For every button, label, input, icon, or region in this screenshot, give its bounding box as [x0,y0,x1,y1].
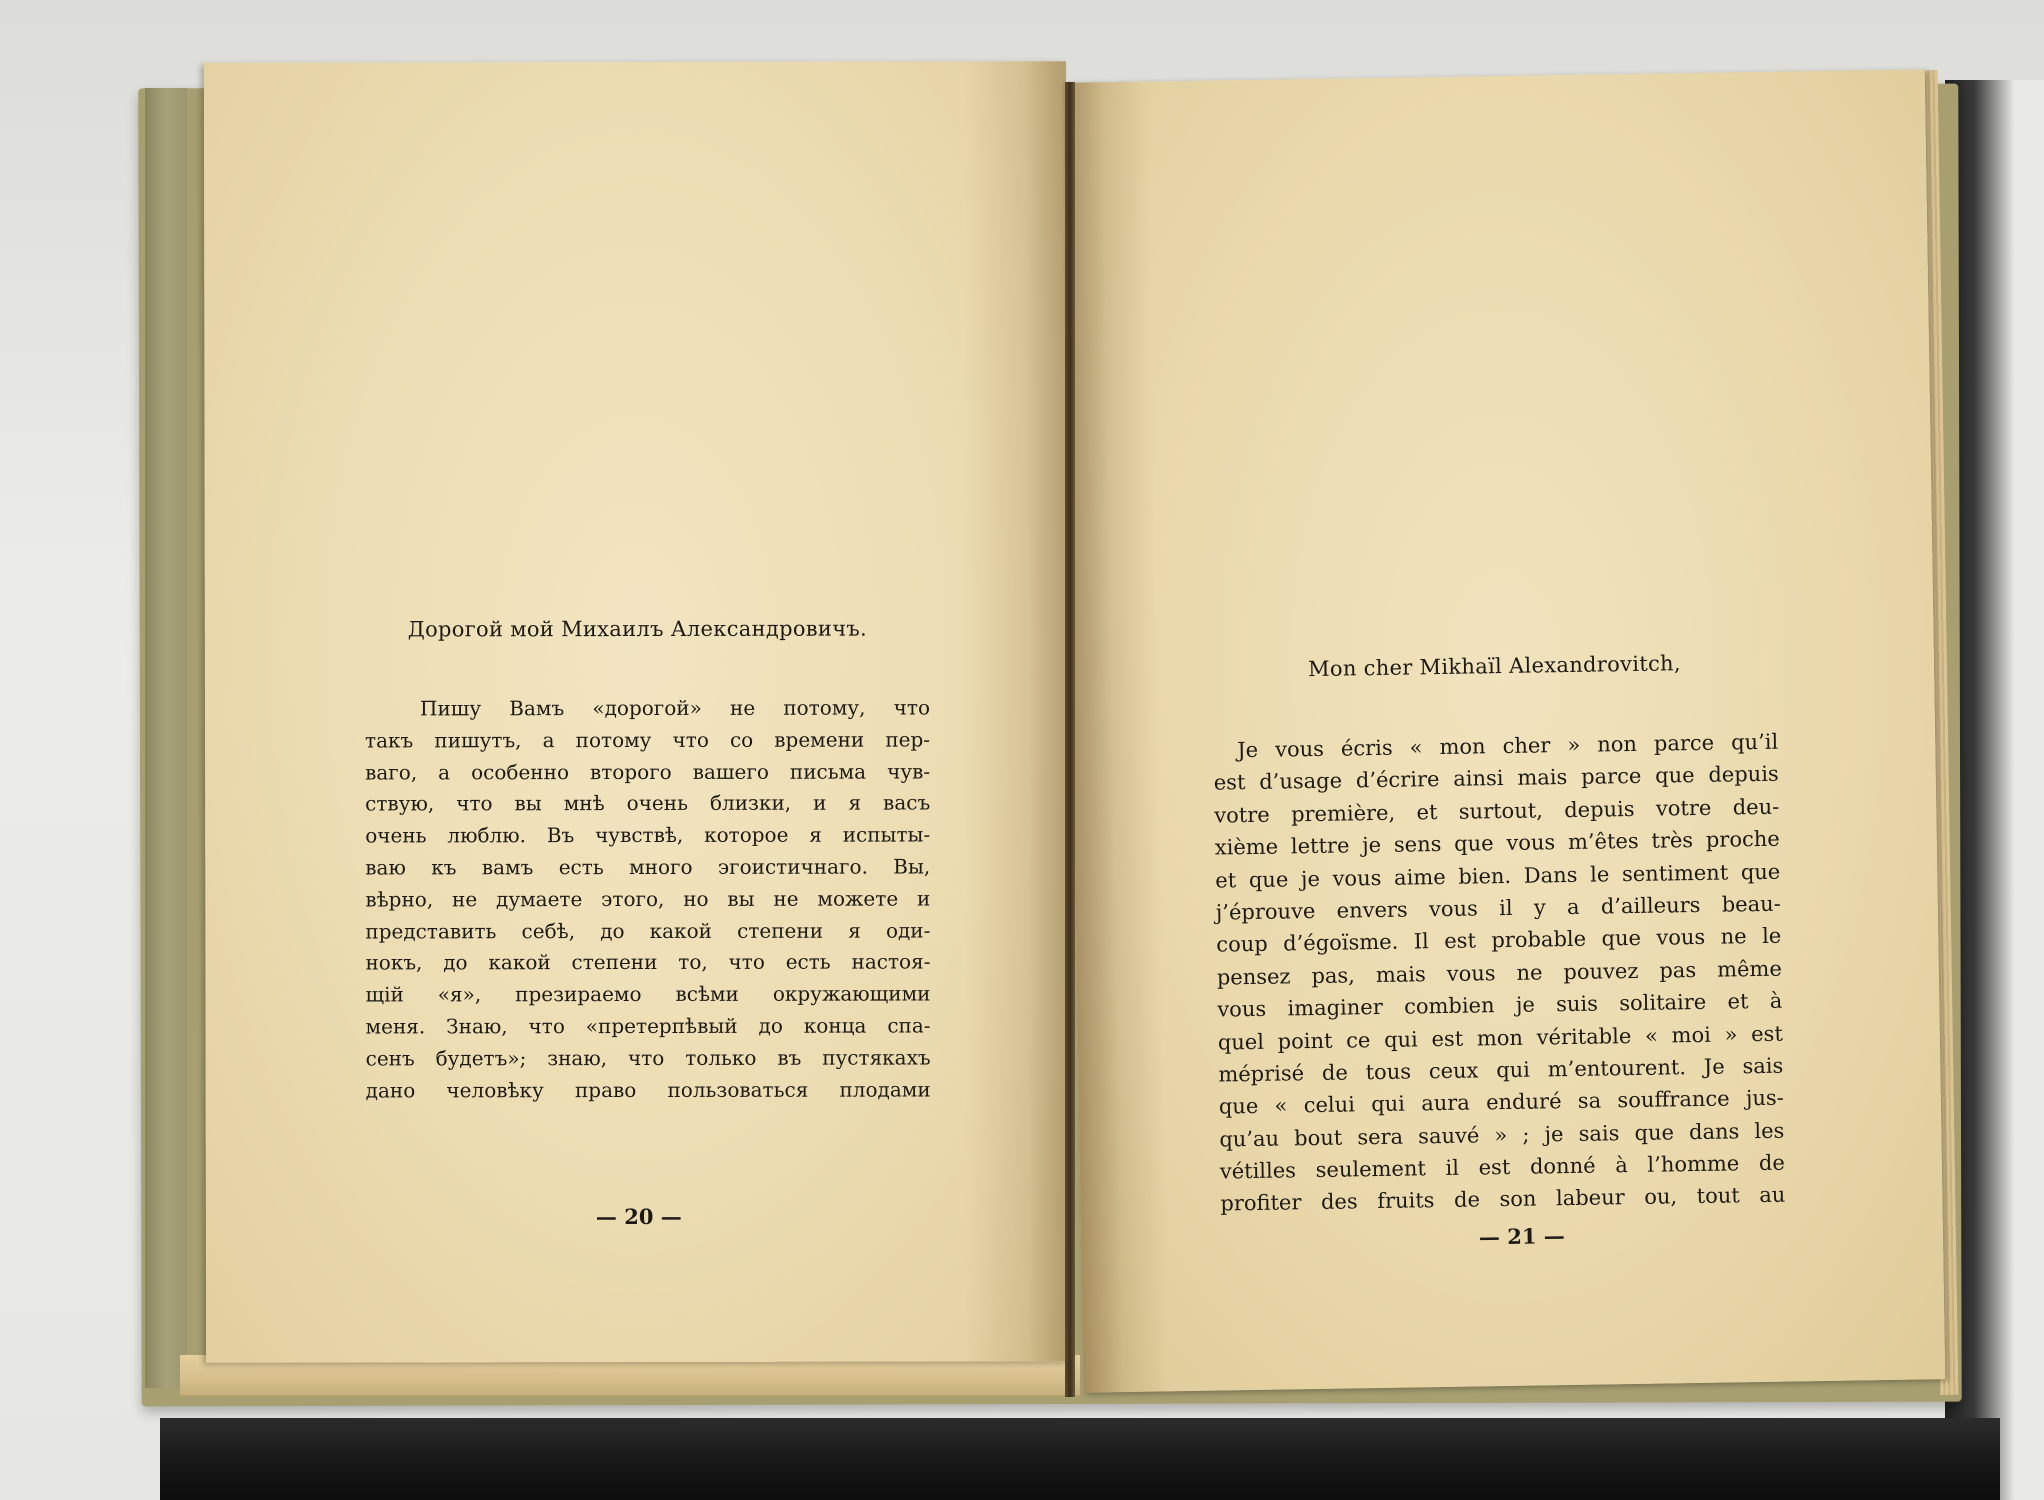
text-line: ваю къ вамъ есть много эгоистичнаго. Вы, [365,854,931,880]
text-line: сенъ будетъ»; знаю, что только въ пустякахъ [365,1045,931,1071]
russian-letter [365,616,931,1106]
text-line: coup d’égoïsme. Il est probable que vous ne le [1216,924,1782,957]
text-line: j’éprouve envers vous il y a d’ailleurs beau- [1215,891,1781,925]
text-line: est d’usage d’écrire ainsi mais parce que depuis [1213,762,1779,795]
french-body [1213,726,1786,1221]
text-line: щій «я», презираемо всѣми окружающими [365,981,931,1007]
text-line: ствую, что вы мнѣ очень близки, и я васъ [365,790,931,816]
text-line: xième lettre je sens que vous m’êtes très proche [1214,826,1780,860]
text-line: представить себѣ, до какой степени я оди- [365,918,931,944]
book-spine-edge [145,88,187,1388]
text-line: que « celui qui aura enduré sa souffrance jus- [1218,1085,1784,1119]
text-line: pensez pas, mais vous ne pouvez pas même [1216,956,1782,990]
page-number: — 20 — [595,1203,682,1230]
text-line: méprisé de tous ceux qui m’entourent. Je sais [1218,1053,1784,1087]
french-salutation: Mon cher Mikhaïl Alexandrovitch, [1307,651,1682,682]
russian-salutation: Дорогой мой Михаилъ Александровичъ. [407,616,868,642]
text-line: et que je vous aime bien. Dans le sentiment que [1215,859,1781,893]
right-page [1063,69,1945,1392]
french-letter [1212,650,1786,1221]
text-line: такъ пишутъ, а потому что со времени пер- [365,727,931,753]
text-line: нокъ, до какой степени то, что есть настоя- [365,949,931,975]
text-line: quel point ce qui est mon véritable « moi » est [1217,1021,1783,1055]
text-line: qu’au bout sera sauvé » ; je sais que dans les [1219,1118,1785,1152]
fold-shadow [1026,61,1068,1361]
russian-body [365,692,931,1106]
text-line: дано человѣку право пользоваться плодами [365,1077,931,1103]
text-line: votre première, et surtout, depuis votre deu- [1214,794,1780,828]
scanner-shadow [160,1418,2000,1500]
text-line: Пишу Вамъ «дорогой» не потому, что [419,695,931,721]
text-line: vous imaginer combien je suis solitaire et à [1217,988,1783,1022]
left-page [204,61,1068,1363]
text-line: Je vous écris « mon cher » non parce qu’il [1237,729,1779,763]
text-line: вѣрно, не думаете этого, но вы не можете и [365,886,931,912]
text-line: profiter des fruits de son labeur ou, tout au [1220,1183,1786,1216]
text-line: очень люблю. Въ чувствѣ, которое я испыты- [365,822,931,848]
book-gutter [1065,82,1075,1397]
page-number: — 21 — [1478,1223,1565,1250]
text-line: ваго, а особенно второго вашего письма чув- [365,759,931,785]
text-line: меня. Знаю, что «претерпѣвый до конца спа- [365,1013,931,1039]
text-line: vétilles seulement il est donné à l’homme de [1219,1150,1786,1184]
